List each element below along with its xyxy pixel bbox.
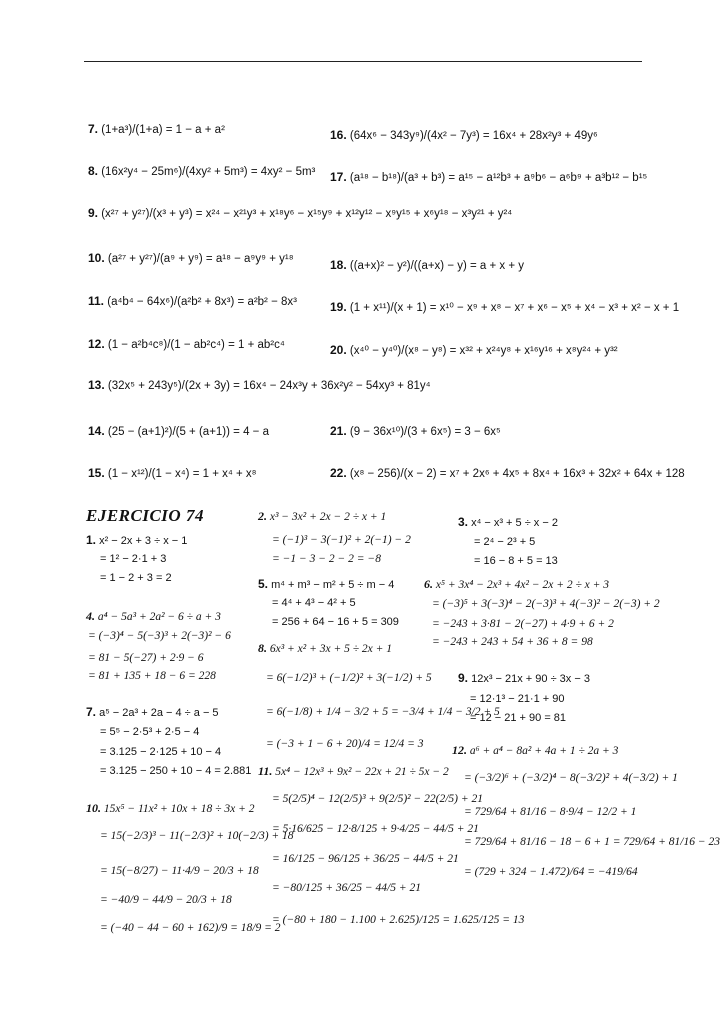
problem-15: 15. (1 − x¹²)/(1 − x⁴) = 1 + x⁴ + x⁸: [88, 466, 257, 480]
problem-8: 8. (16x²y⁴ − 25m⁶)/(4xy² + 5m³) = 4xy² − 5m³: [88, 164, 316, 178]
problem-12: 12. (1 − a²b⁴c⁸)/(1 − ab²c⁴) = 1 + ab²c⁴: [88, 337, 285, 351]
exercise-heading: EJERCICIO 74: [86, 506, 204, 525]
problem-9: 9. (x²⁷ + y²⁷)/(x³ + y³) = x²⁴ − x²¹y³ + x¹⁸y⁶ − x¹⁵y⁹ + x¹²y¹² − x⁹y¹⁵ + x⁶y¹⁸ − x³y²¹ + y²⁴: [88, 206, 513, 220]
problem-11: 11. (a⁴b⁴ − 64x⁶)/(a²b² + 8x³) = a²b² − 8x³: [88, 294, 297, 308]
problem-13: 13. (32x⁵ + 243y⁵)/(2x + 3y) = 16x⁴ − 24x³y + 36x²y² − 54xy³ + 81y⁴: [88, 378, 431, 392]
top-rule: [84, 61, 642, 62]
problem-10: 10. (a²⁷ + y²⁷)/(a⁹ + y⁹) = a¹⁸ − a⁹y⁹ + y¹⁸: [88, 251, 294, 265]
problem-7: 7. (1+a³)/(1+a) = 1 − a + a²: [88, 122, 225, 136]
problem-18: 18. ((a+x)² − y²)/((a+x) − y) = a + x + y: [330, 258, 525, 272]
problem-22: 22. (x⁸ − 256)/(x − 2) = x⁷ + 2x⁶ + 4x⁵ + 8x⁴ + 16x³ + 32x² + 64x + 128: [330, 466, 685, 480]
problem-14: 14. (25 − (a+1)²)/(5 + (a+1)) = 4 − a: [88, 424, 269, 438]
problem-16: 16. (64x⁶ − 343y⁹)/(4x² − 7y³) = 16x⁴ + 28x²y³ + 49y⁶: [330, 128, 598, 142]
problem-19: 19. (1 + x¹¹)/(x + 1) = x¹⁰ − x⁹ + x⁸ − x⁷ + x⁶ − x⁵ + x⁴ − x³ + x² − x + 1: [330, 300, 680, 314]
problem-17: 17. (a¹⁸ − b¹⁸)/(a³ + b³) = a¹⁵ − a¹²b³ + a⁹b⁶ − a⁶b⁹ + a³b¹² − b¹⁵: [330, 170, 648, 184]
problem-20: 20. (x⁴⁰ − y⁴⁰)/(x⁸ − y⁸) = x³² + x²⁴y⁸ + x¹⁶y¹⁶ + x⁸y²⁴ + y³²: [330, 343, 618, 357]
problem-21: 21. (9 − 36x¹⁰)/(3 + 6x⁵) = 3 − 6x⁵: [330, 424, 501, 438]
